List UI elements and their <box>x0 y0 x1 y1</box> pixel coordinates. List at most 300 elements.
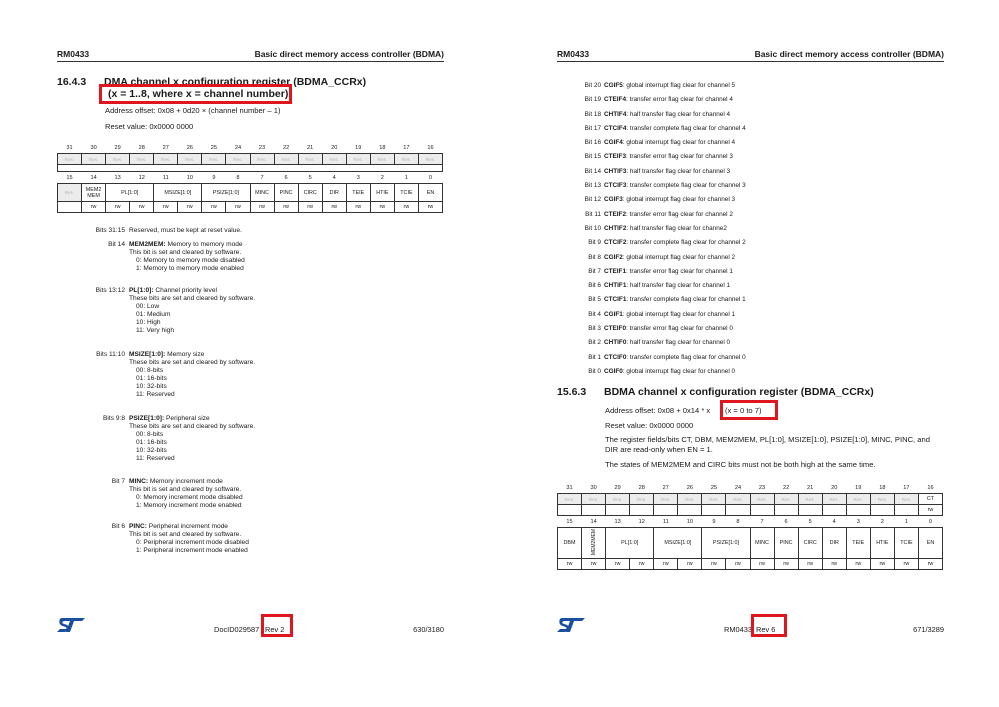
field-detail: 1: Memory increment mode enabled <box>136 501 242 509</box>
footer-docid: DocID029587 <box>214 625 260 634</box>
reg-cell-res: Res. <box>58 154 82 165</box>
reg-cell-res: Res. <box>370 154 394 165</box>
field-summary: : transfer error flag clear for channel 2 <box>626 210 733 218</box>
reg-cell-res: Res. <box>178 154 202 165</box>
bit-number: 6 <box>284 174 288 181</box>
bit-description-head <box>90 415 255 423</box>
field-name: CGIF4 <box>604 139 623 147</box>
bit-number: 11 <box>662 518 669 525</box>
access-rw: rw <box>870 559 894 570</box>
field-summary: : global interrupt flag clear for channel 0 <box>622 367 736 375</box>
reg-field-psize: PSIZE[1:0] <box>702 528 750 559</box>
section-title: BDMA channel x configuration register (BDMA_CCRx) <box>604 386 874 398</box>
register-table <box>557 482 943 570</box>
field-detail: 10: 32-bits <box>136 446 167 454</box>
reg-field-circ: CIRC <box>298 184 322 202</box>
reg-cell-res: Res. <box>774 494 798 505</box>
bit-number: 7 <box>760 518 764 525</box>
header-rule <box>557 61 944 62</box>
header-doc-id: RM0433 <box>57 49 90 59</box>
reg-field-mem2mem-label: MEM2MEM <box>590 528 597 556</box>
field-name: CTCIF4 <box>604 124 627 132</box>
field-summary: : transfer complete flag clear for channel 0 <box>626 353 746 361</box>
bit-line <box>573 308 746 322</box>
access-rw: rw <box>250 202 274 213</box>
reg-cell-res: Res. <box>822 494 846 505</box>
bit-number: 17 <box>903 484 910 491</box>
field-name: PL[1:0]: <box>129 287 154 294</box>
field-name: CHTIF4 <box>604 110 627 118</box>
reg-cell-res: Res. <box>250 154 274 165</box>
field-detail: This bit is set and cleared by software. <box>129 485 242 493</box>
bit-line <box>573 351 746 365</box>
reg-cell-res: Res. <box>678 494 702 505</box>
reg-field-pl: PL[1:0] <box>106 184 154 202</box>
reg-cell-res: Res. <box>130 154 154 165</box>
bit-number: 30 <box>590 484 597 491</box>
access-rw: rw <box>106 202 130 213</box>
bit-number: 12 <box>138 174 145 181</box>
field-summary: : transfer error flag clear for channel 0 <box>626 325 733 333</box>
field-name: CTEIF4 <box>604 96 627 104</box>
reg-field-minc: MINC <box>750 528 774 559</box>
bit-number: 27 <box>162 144 169 151</box>
constraint-note: The states of MEM2MEM and CIRC bits must not be both high at the same time. <box>605 460 876 469</box>
field-detail: These bits are set and cleared by software. <box>129 422 256 430</box>
bit-number: 11 <box>162 174 169 181</box>
reg-field-tcie: TCIE <box>894 528 918 559</box>
address-range: (x = 0 to 7) <box>725 406 762 415</box>
reg-field-dbm: DBM <box>558 528 582 559</box>
bit-number: 10 <box>686 518 693 525</box>
bit-number: 28 <box>638 484 645 491</box>
field-summary: Reserved, must be kept at reset value. <box>129 227 242 234</box>
access-rw: rw <box>322 202 346 213</box>
bit-number: Bit 1 <box>588 353 601 361</box>
field-detail: These bits are set and cleared by software. <box>129 358 256 366</box>
bit-range: Bit 6 <box>111 523 125 530</box>
reg-cell-res: Res. <box>298 154 322 165</box>
access-rw: rw <box>582 559 606 570</box>
bit-number: 29 <box>614 484 621 491</box>
bit-description <box>90 415 255 462</box>
field-name: MEM2MEM: <box>129 241 166 248</box>
bit-line <box>573 208 746 222</box>
bit-number: 15 <box>566 518 573 525</box>
field-summary: : global interrupt flag clear for channel 3 <box>622 196 736 204</box>
access-rw: rw <box>202 202 226 213</box>
access-rw: rw <box>558 559 582 570</box>
section-subtitle: (x = 1..8, where x = channel number) <box>108 88 289 100</box>
bit-number: Bit 20 <box>584 82 601 89</box>
section-number: 16.4.3 <box>57 76 87 88</box>
reset-value: Reset value: 0x0000 0000 <box>605 421 694 430</box>
reg-field-htie: HTIE <box>370 184 394 202</box>
bit-number: 25 <box>210 144 218 151</box>
field-detail: 10: High <box>136 318 161 326</box>
field-detail: 10: 32-bits <box>136 382 167 390</box>
bit-line <box>573 322 746 336</box>
reg-cell-res: Res. <box>274 154 298 165</box>
access-rw: rw <box>630 559 654 570</box>
header-title: Basic direct memory access controller (BDMA) <box>254 49 444 59</box>
reg-cell-res: Res. <box>846 494 870 505</box>
reg-field-tcie: TCIE <box>394 184 418 202</box>
section-number: 15.6.3 <box>557 386 587 398</box>
bit-number: 12 <box>638 518 645 525</box>
bit-number: 18 <box>879 484 886 491</box>
left-page <box>0 0 499 707</box>
reg-field-pinc: PINC <box>774 528 798 559</box>
reg-cell-res: Res. <box>418 154 442 165</box>
field-summary: : global interrupt flag clear for channel 4 <box>622 139 736 147</box>
reg-cell-empty <box>654 505 678 516</box>
reg-cell-empty <box>798 505 822 516</box>
bit-number: 10 <box>186 174 193 181</box>
bit-number: 27 <box>662 484 669 491</box>
access-rw: rw <box>606 559 630 570</box>
bit-description-head <box>90 523 249 531</box>
bit-line <box>573 165 746 179</box>
field-name: PSIZE[1:0]: <box>129 415 165 422</box>
bit-line <box>573 79 746 93</box>
bit-number: 1 <box>904 518 908 525</box>
field-name: MINC: <box>129 478 149 485</box>
reg-field-mem2mem: MEM2 MEM <box>82 184 106 202</box>
reg-cell-res: Res. <box>798 494 822 505</box>
bit-range: Bits 9:8 <box>103 415 125 422</box>
access-rw: rw <box>894 559 918 570</box>
access-rw: rw <box>678 559 702 570</box>
field-summary: Memory to memory mode <box>167 241 243 248</box>
bit-description <box>90 478 243 510</box>
bit-line <box>573 222 746 236</box>
field-name: CHTIF3 <box>604 167 627 175</box>
bit-number: 4 <box>832 518 836 525</box>
bit-number: 8 <box>736 518 740 525</box>
bit-line <box>573 279 746 293</box>
bit-line <box>573 236 746 250</box>
bit-number: 23 <box>758 484 766 491</box>
bit-number: 8 <box>236 174 240 181</box>
bit-line <box>573 136 746 150</box>
field-detail: 11: Very high <box>136 326 175 334</box>
bit-number: 20 <box>831 484 838 491</box>
bit-number: Bit 10 <box>584 224 601 232</box>
bit-number: 22 <box>782 484 790 491</box>
field-summary: : transfer complete flag clear for channel 3 <box>626 182 746 190</box>
access-rw: rw <box>774 559 798 570</box>
reg-cell-res: Res. <box>346 154 370 165</box>
right-page <box>500 0 999 707</box>
bit-description <box>90 523 249 555</box>
reg-cell-res: Res. <box>630 494 654 505</box>
field-name: CHTIF2 <box>604 224 627 232</box>
bit-number: 29 <box>114 144 121 151</box>
field-detail: 00: 8-bits <box>136 366 164 374</box>
field-detail: 00: 8-bits <box>136 430 164 438</box>
address-offset: Address offset: 0x08 + 0d20 × (channel number – 1) <box>105 106 281 115</box>
reg-cell-res: Res. <box>894 494 918 505</box>
field-summary: Memory size <box>167 351 205 358</box>
field-summary: Peripheral increment mode <box>148 523 228 530</box>
field-name: CGIF0 <box>604 367 623 375</box>
bit-number: 31 <box>566 484 573 491</box>
reg-cell-res: Res. <box>558 494 582 505</box>
access-rw: rw <box>346 202 370 213</box>
bit-number: 21 <box>807 484 814 491</box>
reg-field-htie: HTIE <box>870 528 894 559</box>
access-rw: rw <box>654 559 678 570</box>
bit-number: 26 <box>686 484 693 491</box>
bit-number: 7 <box>260 174 264 181</box>
section-title: DMA channel x configuration register (BDMA_CCRx) <box>104 76 367 88</box>
access-rw: rw <box>846 559 870 570</box>
header-rule <box>57 61 444 62</box>
bit-number: 2 <box>880 518 884 525</box>
highlight-box-rev <box>751 614 787 637</box>
bit-list <box>573 79 746 379</box>
field-summary: Channel priority level <box>155 287 217 294</box>
reg-cell-res: Res. <box>726 494 750 505</box>
bit-number: Bit 8 <box>588 253 601 261</box>
field-name: CTCIF3 <box>604 182 627 190</box>
highlight-box-range <box>720 400 778 420</box>
reg-cell-empty <box>702 505 726 516</box>
reg-cell-res: Res. <box>654 494 678 505</box>
field-summary: : transfer error flag clear for channel 1 <box>626 267 733 275</box>
bit-line <box>573 365 746 379</box>
field-summary: : half transfer flag clear for channel 1 <box>626 282 731 290</box>
reg-cell-res: Res. <box>202 154 226 165</box>
bit-number: 22 <box>282 144 290 151</box>
bit-line <box>573 251 746 265</box>
reg-cell-empty <box>678 505 702 516</box>
bit-number: 18 <box>379 144 386 151</box>
field-summary: Memory increment mode <box>149 478 223 485</box>
st-logo-icon <box>57 618 85 632</box>
field-detail: 0: Memory to memory mode disabled <box>136 256 245 264</box>
bit-range: Bit 7 <box>111 478 125 485</box>
footer-rev: Rev 2 <box>265 625 285 634</box>
access-rw: rw <box>702 559 726 570</box>
field-detail: 01: 16-bits <box>136 438 167 446</box>
bit-number: Bit 2 <box>588 339 601 347</box>
field-name: CTCIF1 <box>604 296 627 304</box>
bit-description <box>90 351 255 398</box>
bit-number: 16 <box>927 484 934 491</box>
bit-number: 6 <box>784 518 788 525</box>
empty-row <box>58 165 443 172</box>
bit-number: 21 <box>307 144 314 151</box>
access-rw: rw <box>394 202 418 213</box>
bit-range: Bits 31:15 <box>95 227 125 234</box>
reg-field-en: EN <box>418 184 442 202</box>
reg-field-ct: CT <box>918 494 942 505</box>
bit-number: 5 <box>808 518 812 525</box>
reg-cell-res: Res. <box>322 154 346 165</box>
bit-number: 9 <box>212 174 216 181</box>
reg-cell-empty <box>870 505 894 516</box>
bit-number: 5 <box>308 174 312 181</box>
bit-description-head <box>90 478 243 486</box>
bit-description-head <box>90 227 242 235</box>
bit-number: 14 <box>590 518 597 525</box>
bit-number: Bit 19 <box>584 96 601 104</box>
reg-cell-res: Res. <box>58 184 82 202</box>
bit-number: 3 <box>856 518 860 525</box>
access-rw: rw <box>918 559 942 570</box>
bit-range: Bits 13:12 <box>95 287 125 294</box>
bit-number: 2 <box>380 174 384 181</box>
field-summary: : transfer complete flag clear for channel 1 <box>626 296 746 304</box>
bit-description-head <box>90 351 255 359</box>
field-name: CHTIF0 <box>604 339 627 347</box>
bit-number: Bit 12 <box>584 196 601 204</box>
bit-line <box>573 336 746 350</box>
bit-number: Bit 13 <box>584 182 601 190</box>
field-detail: 11: Reserved <box>136 454 175 462</box>
field-summary: : global interrupt flag clear for channel 5 <box>622 82 736 89</box>
reg-field-msize: MSIZE[1:0] <box>654 528 702 559</box>
field-detail: This bit is set and cleared by software. <box>129 248 242 256</box>
access-rw: rw <box>418 202 442 213</box>
bit-line <box>573 179 746 193</box>
bit-number: 28 <box>138 144 145 151</box>
bit-number: Bit 15 <box>584 153 601 161</box>
reg-cell-res: Res. <box>606 494 630 505</box>
bit-number: 14 <box>90 174 97 181</box>
bit-description <box>90 287 255 334</box>
reg-cell-empty <box>558 505 582 516</box>
bit-number: Bit 14 <box>584 167 601 175</box>
bit-number: 13 <box>614 518 621 525</box>
bit-number: Bit 9 <box>588 239 601 247</box>
bit-line <box>573 293 746 307</box>
bit-number: Bit 17 <box>584 124 601 132</box>
bit-range: Bits 11:10 <box>96 351 125 358</box>
access-rw: rw <box>82 202 106 213</box>
bit-number: Bit 16 <box>584 139 601 147</box>
reg-cell-res: Res. <box>870 494 894 505</box>
field-summary: : global interrupt flag clear for channel 1 <box>622 310 736 318</box>
bit-number: 15 <box>66 174 73 181</box>
access-rw: rw <box>274 202 298 213</box>
bit-line <box>573 108 746 122</box>
access-rw: rw <box>130 202 154 213</box>
bit-number: 16 <box>427 144 434 151</box>
field-name: CGIF5 <box>604 82 623 89</box>
access-rw: rw <box>726 559 750 570</box>
bit-description <box>90 227 242 235</box>
highlight-box-rev <box>261 614 293 637</box>
reg-cell-res: Res. <box>82 154 106 165</box>
field-detail: 01: Medium <box>136 310 171 318</box>
field-name: CTEIF2 <box>604 210 627 218</box>
field-summary: Peripheral size <box>166 415 210 422</box>
field-name: CTCIF0 <box>604 353 627 361</box>
bit-number: 25 <box>710 484 718 491</box>
bit-number: 30 <box>90 144 97 151</box>
bit-number: 23 <box>258 144 266 151</box>
bit-description-head <box>90 287 255 295</box>
bit-number: Bit 5 <box>588 296 601 304</box>
field-summary: : half transfer flag clear for channe2 <box>626 224 727 232</box>
field-detail: 1: Peripheral increment mode enabled <box>136 546 248 554</box>
access-rw: rw <box>750 559 774 570</box>
reg-cell-res: Res. <box>394 154 418 165</box>
reg-cell-res: Res. <box>702 494 726 505</box>
field-name: CGIF3 <box>604 196 623 204</box>
header-doc-id: RM0433 <box>557 49 590 59</box>
field-summary: : half transfer flag clear for channel 0 <box>626 339 731 347</box>
field-name: MSIZE[1:0]: <box>129 351 166 358</box>
bit-number: 24 <box>734 484 742 491</box>
field-detail: These bits are set and cleared by software. <box>129 294 256 302</box>
reg-cell-empty <box>726 505 750 516</box>
bit-number: Bit 18 <box>584 110 601 118</box>
field-summary: : transfer error flag clear for channel 3 <box>626 153 733 161</box>
bit-number: Bit 0 <box>588 367 601 375</box>
footer-page: 630/3180 <box>413 625 444 634</box>
reg-cell-empty <box>894 505 918 516</box>
field-detail: 0: Peripheral increment mode disabled <box>136 538 249 546</box>
reg-cell-empty <box>630 505 654 516</box>
reg-field-circ: CIRC <box>798 528 822 559</box>
bit-line <box>573 150 746 164</box>
reg-cell-res: Res. <box>750 494 774 505</box>
field-summary: : half transfer flag clear for channel 3 <box>626 167 731 175</box>
bit-number: 20 <box>331 144 338 151</box>
field-summary: : transfer error flag clear for channel 4 <box>626 96 733 104</box>
reg-cell-empty <box>750 505 774 516</box>
reg-cell-empty <box>606 505 630 516</box>
bit-number: 0 <box>428 174 433 181</box>
reg-field-en: EN <box>918 528 942 559</box>
bit-line <box>573 265 746 279</box>
field-name: CTCIF2 <box>604 239 627 247</box>
field-name: CGIF1 <box>604 310 623 318</box>
reg-field-mem2mem <box>582 528 606 559</box>
field-name: CHTIF1 <box>604 282 627 290</box>
bit-number: 24 <box>234 144 242 151</box>
bit-number: Bit 11 <box>585 210 601 218</box>
reg-cell-empty <box>822 505 846 516</box>
field-name: CTEIF1 <box>604 267 627 275</box>
access-rw: rw <box>798 559 822 570</box>
header-title: Basic direct memory access controller (BDMA) <box>754 49 944 59</box>
bit-number: 26 <box>186 144 193 151</box>
field-name: PINC: <box>129 523 147 530</box>
access-rw: rw <box>226 202 250 213</box>
field-name: CTEIF3 <box>604 153 627 161</box>
field-name: CGIF2 <box>604 253 623 261</box>
bit-number: 31 <box>66 144 73 151</box>
reg-cell-empty <box>846 505 870 516</box>
bit-line <box>573 122 746 136</box>
reg-cell-empty <box>774 505 798 516</box>
bit-number: Bit 3 <box>588 325 601 333</box>
bit-number: 9 <box>712 518 716 525</box>
reg-field-msize: MSIZE[1:0] <box>154 184 202 202</box>
bit-line <box>573 93 746 107</box>
reg-cell-res: Res. <box>106 154 130 165</box>
field-detail: 0: Memory increment mode disabled <box>136 493 243 501</box>
field-summary: : global interrupt flag clear for channel 2 <box>622 253 736 261</box>
reset-value: Reset value: 0x0000 0000 <box>105 122 194 131</box>
bit-number: Bit 6 <box>588 282 601 290</box>
access-rw: rw <box>822 559 846 570</box>
